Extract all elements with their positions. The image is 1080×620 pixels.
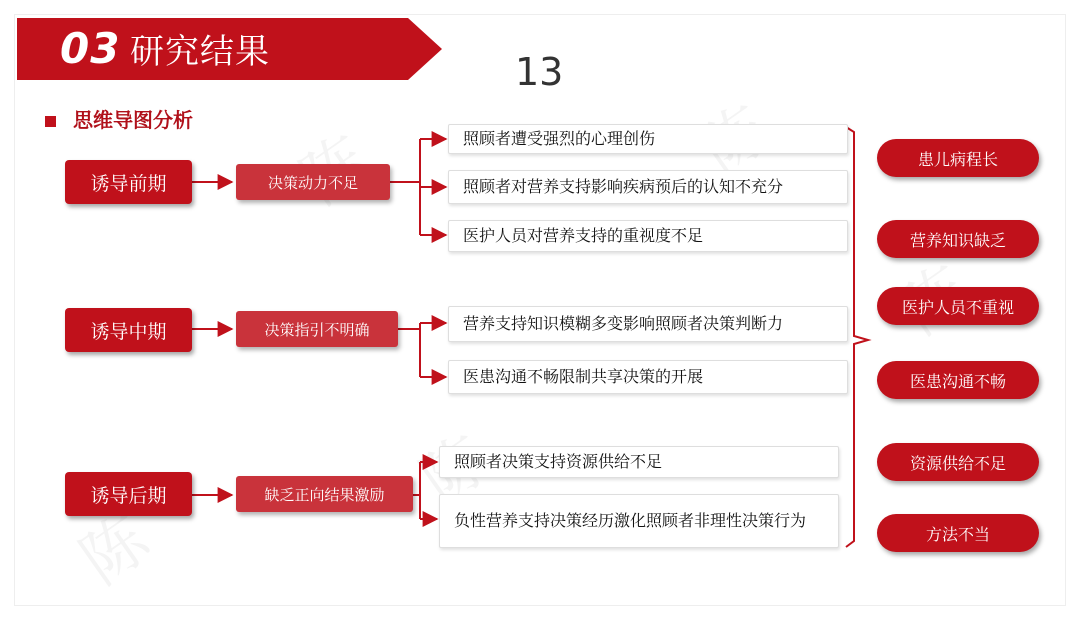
summary-bracket (846, 127, 868, 547)
stage-box-late: 诱导后期 (65, 472, 192, 516)
factor-box-incentive: 缺乏正向结果激励 (236, 476, 413, 512)
factor-box-motivation: 决策动力不足 (236, 164, 390, 200)
stage-box-early: 诱导前期 (65, 160, 192, 204)
detail-box: 照顾者决策支持资源供给不足 (439, 446, 839, 478)
section-number: 03 (60, 24, 121, 73)
detail-box: 照顾者遭受强烈的心理创伤 (448, 124, 848, 154)
page-number: 13 (515, 50, 564, 94)
detail-box: 营养支持知识模糊多变影响照顾者决策判断力 (448, 306, 848, 342)
detail-box: 负性营养支持决策经历激化照顾者非理性决策行为 (439, 494, 839, 548)
detail-box: 医护人员对营养支持的重视度不足 (448, 220, 848, 252)
detail-box: 照顾者对营养支持影响疾病预后的认知不充分 (448, 170, 848, 204)
cause-pill: 医患沟通不畅 (877, 361, 1039, 399)
cause-pill: 资源供给不足 (877, 443, 1039, 481)
detail-box: 医患沟通不畅限制共享决策的开展 (448, 360, 848, 394)
page-title: 研究结果 (130, 32, 270, 72)
factor-box-guidance: 决策指引不明确 (236, 311, 398, 347)
section-title: 思维导图分析 (73, 108, 193, 132)
cause-pill: 患儿病程长 (877, 139, 1039, 177)
cause-pill: 医护人员不重视 (877, 287, 1039, 325)
cause-pill: 方法不当 (877, 514, 1039, 552)
stage-box-middle: 诱导中期 (65, 308, 192, 352)
cause-pill: 营养知识缺乏 (877, 220, 1039, 258)
